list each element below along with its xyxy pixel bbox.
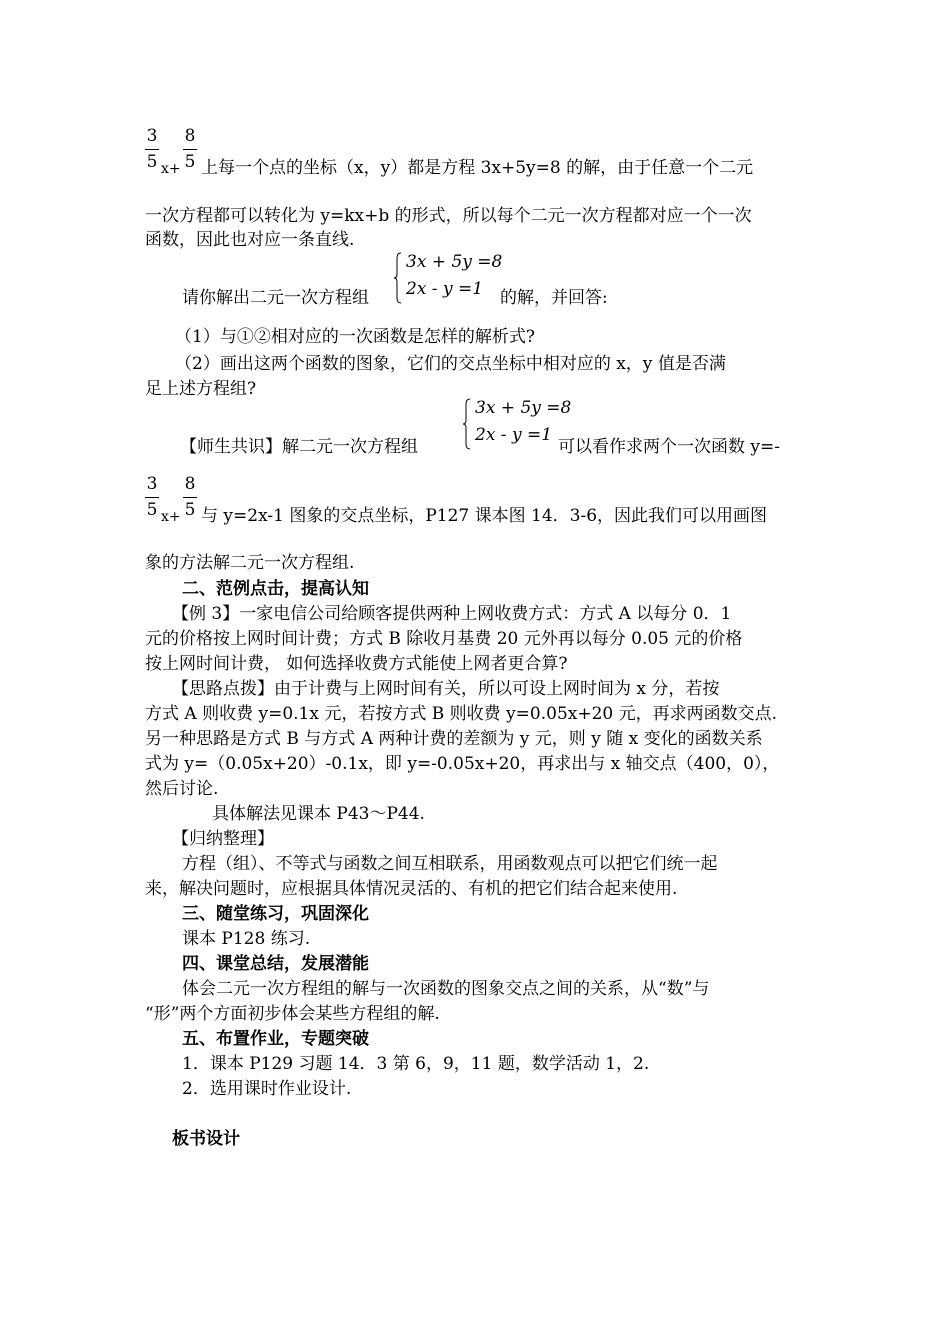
equation-2: 2x - y =1 — [406, 279, 484, 299]
section-heading: 五、布置作业，专题突破 — [182, 1029, 369, 1049]
paragraph-line: 体会二元一次方程组的解与一次函数的图象交点之间的关系，从“数”与 — [182, 979, 710, 999]
equation-1: 3x + 5y =8 — [406, 252, 503, 272]
paragraph-line: 【思路点拨】由于计费与上网时间有关，所以可设上网时间为 x 分，若按 — [172, 679, 720, 699]
paragraph-line: 按上网时间计费， 如何选择收费方式能使上网者更合算? — [145, 654, 568, 674]
fraction-bar — [183, 497, 197, 498]
paragraph-line: 元的价格按上网时间计费；方式 B 除收月基费 20 元外再以每分 0.05 元的价格 — [145, 629, 743, 649]
paragraph-line: 另一种思路是方式 B 与方式 A 两种计费的差额为 y 元，则 y 随 x 变化的函数关系 — [145, 729, 763, 749]
paragraph-line: 足上述方程组? — [145, 379, 257, 399]
paragraph-line: 具体解法见课本 P43～P44. — [212, 804, 425, 824]
fraction-bar — [145, 497, 159, 498]
fraction-8-5 — [183, 474, 197, 520]
paragraph-line: 【师生共识】解二元一次方程组 — [180, 437, 418, 457]
equation-1: 3x + 5y =8 — [475, 398, 572, 418]
paragraph-line: 的解，并回答: — [500, 288, 608, 308]
fraction-numerator: 8 — [184, 474, 196, 494]
fraction-3-5 — [145, 126, 159, 172]
paragraph-line: 式为 y=（0.05x+20）-0.1x，即 y=-0.05x+20，再求出与 x 轴交点（400，0）， — [145, 754, 780, 774]
fraction-numerator: 8 — [184, 126, 196, 146]
homework-item: 1．课本 P129 习题 14．3 第 6，9，11 题，数学活动 1，2. — [182, 1054, 650, 1074]
fraction-denominator: 5 — [184, 152, 196, 172]
paragraph-line: 上每一个点的坐标（x，y）都是方程 3x+5y=8 的解，由于任意一个二元 — [201, 158, 754, 178]
left-brace-icon — [394, 252, 402, 304]
paragraph-line: 一次方程都可以转化为 y=kx+b 的形式，所以每个二元一次方程都对应一个一次 — [145, 206, 752, 226]
paragraph-line: 函数，因此也对应一条直线. — [145, 230, 355, 250]
fraction-8-5 — [183, 126, 197, 172]
question-2: （2）画出这两个函数的图象，它们的交点坐标中相对应的 x，y 值是否满 — [175, 354, 726, 374]
x-plus: x+ — [161, 161, 181, 177]
section-heading: 四、课堂总结，发展潜能 — [182, 954, 369, 974]
fraction-numerator: 3 — [146, 474, 158, 494]
paragraph-line: “形”两个方面初步体会某些方程组的解. — [145, 1004, 440, 1024]
fraction-bar — [145, 149, 159, 150]
fraction-denominator: 5 — [184, 500, 196, 520]
section-heading: 板书设计 — [172, 1129, 240, 1149]
fraction-bar — [183, 149, 197, 150]
fraction-denominator: 5 — [146, 500, 158, 520]
question-1: （1）与①②相对应的一次函数是怎样的解析式? — [175, 327, 535, 347]
paragraph-line: 象的方法解二元一次方程组. — [145, 553, 355, 573]
fraction-3-5 — [145, 474, 159, 520]
paragraph-line: 【例 3】一家电信公司给顾客提供两种上网收费方式：方式 A 以每分 0．1 — [172, 604, 732, 624]
paragraph-line: 与 y=2x-1 图象的交点坐标，P127 课本图 14．3-6，因此我们可以用画图 — [201, 506, 768, 526]
section-heading: 三、随堂练习，巩固深化 — [182, 904, 369, 924]
paragraph-line: 方式 A 则收费 y=0.1x 元，若按方式 B 则收费 y=0.05x+20 元，再求两函数交点. — [145, 704, 778, 724]
paragraph-line: 方程（组）、不等式与函数之间互相联系，用函数观点可以把它们统一起 — [182, 854, 718, 874]
paragraph-line: 可以看作求两个一次函数 y=- — [558, 437, 780, 457]
paragraph-line: 请你解出二元一次方程组 — [182, 288, 369, 308]
equation-2: 2x - y =1 — [475, 425, 553, 445]
equation-system — [394, 252, 504, 306]
paragraph-line: 课本 P128 练习. — [182, 929, 311, 949]
paragraph-line: 然后讨论. — [145, 779, 219, 799]
section-subheading: 【归纳整理】 — [172, 829, 274, 849]
fraction-numerator: 3 — [146, 126, 158, 146]
equation-system — [463, 398, 573, 452]
paragraph-line: 来，解决问题时，应根据具体情况灵活的、有机的把它们结合起来使用. — [145, 879, 678, 899]
fraction-denominator: 5 — [146, 152, 158, 172]
homework-item: 2．选用课时作业设计. — [182, 1079, 352, 1099]
left-brace-icon — [463, 398, 471, 450]
x-plus: x+ — [161, 509, 181, 525]
section-heading: 二、范例点击，提高认知 — [182, 579, 369, 599]
